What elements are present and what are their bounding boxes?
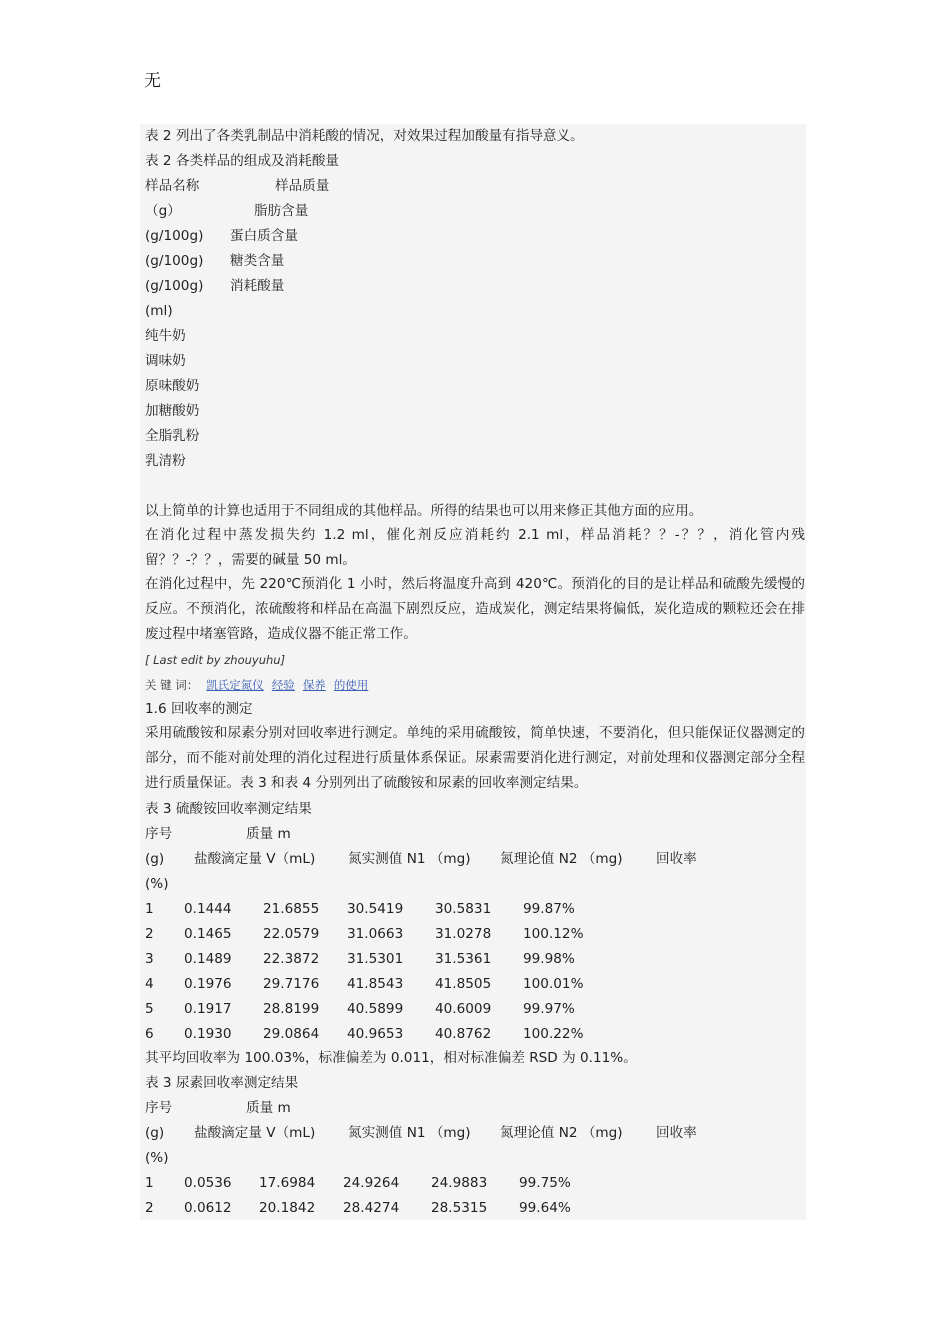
table-cell: 41.8505 [435,976,492,992]
table-cell: 5 [145,1001,154,1017]
table-cell: 29.7176 [263,976,320,992]
paragraph: 以上简单的计算也适用于不同组成的其他样品。所得的结果也可以用来修正其他方面的应用。 [145,503,703,519]
table-cell: 100.12% [523,926,584,942]
table-cell: 0.1976 [184,976,232,992]
table-cell: 40.6009 [435,1001,492,1017]
table-cell: 31.0663 [347,926,404,942]
table-cell: 17.6984 [259,1175,316,1191]
table3-header-cell: 回收率 [656,851,697,867]
sample-name: 原味酸奶 [145,378,200,394]
sample-name: 调味奶 [145,353,186,369]
table2-title: 表 2 各类样品的组成及消耗酸量 [145,153,340,169]
table-cell: 0.1917 [184,1001,232,1017]
sample-name: 乳清粉 [145,453,186,469]
table-cell: 2 [145,1200,154,1216]
table-cell: 21.6855 [263,901,320,917]
keyword-link[interactable]: 凯氏定氮仪 [206,678,264,692]
table-cell: 100.01% [523,976,584,992]
paragraph: 在消化过程中蒸发损失约 1.2 ml，催化剂反应消耗约 2.1 ml，样品消耗？？-？？，消化管内残留？？-？？，需要的碱量 50 ml。 [145,527,805,568]
keywords-row [145,675,368,695]
table-cell: 0.1930 [184,1026,232,1042]
table-cell: 30.5831 [435,901,492,917]
table-cell: 99.75% [519,1175,571,1191]
table2-header-cell: (g/100g) [145,228,204,244]
table-cell: 3 [145,951,154,967]
sample-name: 全脂乳粉 [145,428,200,444]
table2-header-cell: (g/100g) [145,253,204,269]
table-cell: 40.5899 [347,1001,404,1017]
document-title: 无 [144,71,161,91]
table-cell: 1 [145,1175,154,1191]
table-cell: 40.9653 [347,1026,404,1042]
keyword-link[interactable]: 保养 [302,678,326,692]
table-cell: 31.5361 [435,951,492,967]
table-cell: 99.87% [523,901,575,917]
table3-header-cell: (g) [145,851,165,867]
table-cell: 31.0278 [435,926,492,942]
table-cell: 100.22% [523,1026,584,1042]
table-cell: 40.8762 [435,1026,492,1042]
table-cell: 99.98% [523,951,575,967]
paragraph: 在消化过程中，先 220℃预消化 1 小时，然后将温度升高到 420℃。预消化的目的是让样品和硫酸先缓慢的反应。不预消化，浓硫酸将和样品在高温下剧烈反应，造成炭化，测定结果将偏低，炭化造成的颗粒还会在排废过程中堵塞管路，造成仪器不能正常工作。 [145,576,805,642]
table-cell: 24.9264 [343,1175,400,1191]
table-cell: 28.8199 [263,1001,320,1017]
table2-header-cell: 样品名称 [145,178,200,194]
table4-header-cell: (g) [145,1125,165,1141]
table4-header-cell: 盐酸滴定量 V（mL) [194,1125,316,1141]
table2-header-cell: 糖类含量 [230,253,285,269]
sample-name: 加糖酸奶 [145,403,200,419]
table-cell: 28.4274 [343,1200,400,1216]
table-cell: 22.0579 [263,926,320,942]
table4-header-cell: 质量 m [246,1100,291,1116]
table-cell: 0.1489 [184,951,232,967]
table-cell: 4 [145,976,154,992]
table3-summary: 其平均回收率为 100.03%，标准偏差为 0.011，相对标准偏差 RSD 为 0.11%。 [145,1050,637,1066]
table2-header-cell: (ml) [145,303,173,319]
table-cell: 0.1444 [184,901,232,917]
keyword-link[interactable]: 的使用 [333,678,369,692]
table3-header-cell: 序号 [145,826,173,842]
keywords-label: 关 键 词： [145,678,199,692]
table4-header-cell: 回收率 [656,1125,697,1141]
table-cell: 1 [145,901,154,917]
table2-header-cell: (g/100g) [145,278,204,294]
table3-header-cell: 盐酸滴定量 V（mL) [194,851,316,867]
table4-title: 表 3 尿素回收率测定结果 [145,1075,299,1091]
last-edit-note: [ Last edit by zhouyuhu] [145,653,286,667]
table3-header-line: (%) [145,876,169,892]
table3-header-cell: 氮实测值 N1 （mg) [348,851,471,867]
table-cell: 0.0536 [184,1175,232,1191]
table-cell: 22.3872 [263,951,320,967]
table-cell: 41.8543 [347,976,404,992]
table4-header-cell: 氮理论值 N2 （mg) [500,1125,623,1141]
table3-header-cell: 氮理论值 N2 （mg) [500,851,623,867]
table-cell: 20.1842 [259,1200,316,1216]
sample-name: 纯牛奶 [145,328,186,344]
table-cell: 29.0864 [263,1026,320,1042]
paragraph: 采用硫酸铵和尿素分别对回收率进行测定。单纯的采用硫酸铵，简单快速，不要消化，但只能保证仪器测定的部分，而不能对前处理的消化过程进行质量体系保证。尿素需要消化进行测定，对前处理和仪器测定部分全程进行质量保证。表 3 和表 4 分别列出了硫酸铵和尿素的回收率测定结果。 [145,725,805,791]
table-cell: 99.64% [519,1200,571,1216]
table2-header-cell: 消耗酸量 [230,278,285,294]
table2-header-cell: （g） [145,203,181,219]
table2-header-cell: 脂肪含量 [254,203,309,219]
table-cell: 0.0612 [184,1200,232,1216]
table4-header-line: (%) [145,1150,169,1166]
table4-header-cell: 序号 [145,1100,173,1116]
table-cell: 6 [145,1026,154,1042]
section2-intro: 表 2 列出了各类乳制品中消耗酸的情况，对效果过程加酸量有指导意义。 [145,128,584,144]
table2-header-cell: 样品质量 [275,178,330,194]
table3-header-cell: 质量 m [246,826,291,842]
table4-header-cell: 氮实测值 N1 （mg) [348,1125,471,1141]
table-cell: 0.1465 [184,926,232,942]
keyword-link[interactable]: 经验 [271,678,295,692]
table-cell: 28.5315 [431,1200,488,1216]
section-heading: 1.6 回收率的测定 [145,701,253,717]
table2-header-cell: 蛋白质含量 [230,228,298,244]
article-body [140,124,806,1220]
table-cell: 24.9883 [431,1175,488,1191]
table-cell: 30.5419 [347,901,404,917]
table-cell: 2 [145,926,154,942]
table-cell: 31.5301 [347,951,404,967]
table-cell: 99.97% [523,1001,575,1017]
table3-title: 表 3 硫酸铵回收率测定结果 [145,801,312,817]
